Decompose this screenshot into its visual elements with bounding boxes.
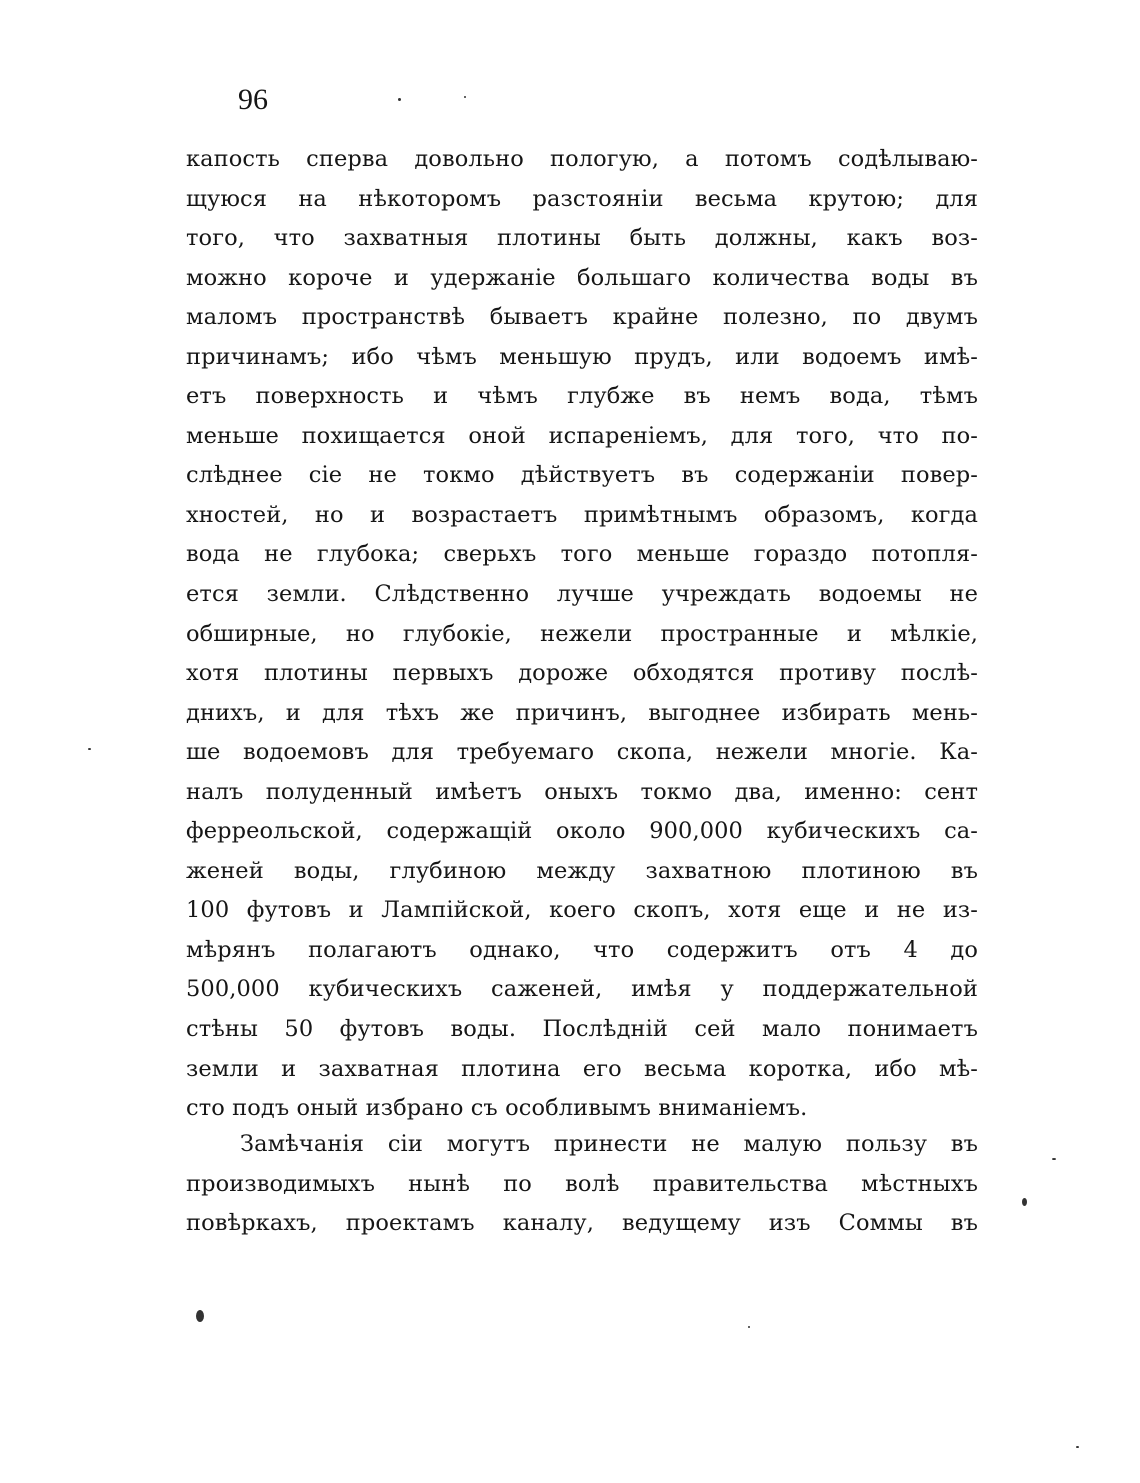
text-line: обширные, но глубокіе, нежели пространные и мѣлкіе,	[186, 620, 978, 647]
text-line: стѣны 50 футовъ воды. Послѣдній сей мало понимаетъ	[186, 1016, 978, 1043]
text-line: земли и захватная плотина его весьма коротка, ибо мѣ-	[186, 1055, 978, 1082]
text-line: хотя плотины первыхъ дороже обходятся противу послѣ-	[186, 660, 978, 687]
ink-speck	[398, 98, 401, 101]
ink-speck	[1022, 1198, 1027, 1206]
ink-speck	[748, 1326, 750, 1328]
paragraph-1	[186, 140, 978, 1129]
text-line: меньше похищается оной испареніемъ, для того, что по-	[186, 422, 978, 449]
text-line: причинамъ; ибо чѣмъ меньшую прудъ, или водоемъ имѣ-	[186, 343, 978, 370]
ink-speck	[464, 96, 466, 98]
text-line: женей воды, глубиною между захватною плотиною въ	[186, 857, 978, 884]
text-line: етъ поверхность и чѣмъ глубже въ немъ вода, тѣмъ	[186, 383, 978, 410]
text-line: ется земли. Слѣдственно лучше учреждать водоемы не	[186, 581, 978, 608]
text-line: 100 футовъ и Лампійской, коего скопъ, хотя еще и не из-	[186, 897, 978, 924]
text-line: того, что захватныя плотины быть должны, какъ воз-	[186, 225, 978, 252]
text-line: производимыхъ нынѣ по волѣ правительства мѣстныхъ	[186, 1170, 978, 1197]
ink-speck	[196, 1310, 204, 1322]
ink-speck	[1076, 1446, 1079, 1448]
text-line: днихъ, и для тѣхъ же причинъ, выгоднее избирать мень-	[186, 699, 978, 726]
text-line: хностей, но и возрастаетъ примѣтнымъ образомъ, когда	[186, 501, 978, 528]
text-line: вода не глубока; сверьхъ того меньше гораздо потопля-	[186, 541, 978, 568]
text-line: можно короче и удержаніе большаго количества воды въ	[186, 264, 978, 291]
ink-speck	[1052, 1158, 1056, 1160]
text-line: капость сперва довольно пологую, а потомъ содѣлываю-	[186, 146, 978, 172]
text-line: щуюся на нѣкоторомъ разстояніи весьма крутою; для	[186, 185, 978, 212]
ink-speck	[88, 748, 91, 750]
paragraph-2	[186, 1125, 978, 1244]
text-line: Замѣчанія сіи могутъ принести не малую пользу въ	[240, 1131, 978, 1157]
page-number: 96	[238, 83, 268, 116]
text-line: повѣркахъ, проектамъ каналу, ведущему изъ Соммы въ	[186, 1210, 978, 1237]
text-line: 500,000 кубическихъ саженей, имѣя у поддержательной	[186, 976, 978, 1003]
text-line: налъ полуденный имѣетъ оныхъ токмо два, именно: сент	[186, 778, 978, 805]
text-line: ферреольской, содержащій около 900,000 кубическихъ са-	[186, 818, 978, 845]
text-line: маломъ пространствѣ бываетъ крайне полезно, по двумъ	[186, 304, 978, 331]
text-line: слѣднее сіе не токмо дѣйствуетъ въ содержаніи повер-	[186, 462, 978, 489]
text-line: мѣрянъ полагаютъ однако, что содержитъ отъ 4 до	[186, 936, 978, 963]
text-line: сто подъ оный избрано съ особливымъ вниманіемъ.	[186, 1095, 808, 1122]
text-line: ше водоемовъ для требуемаго скопа, нежели многіе. Ка-	[186, 739, 978, 766]
